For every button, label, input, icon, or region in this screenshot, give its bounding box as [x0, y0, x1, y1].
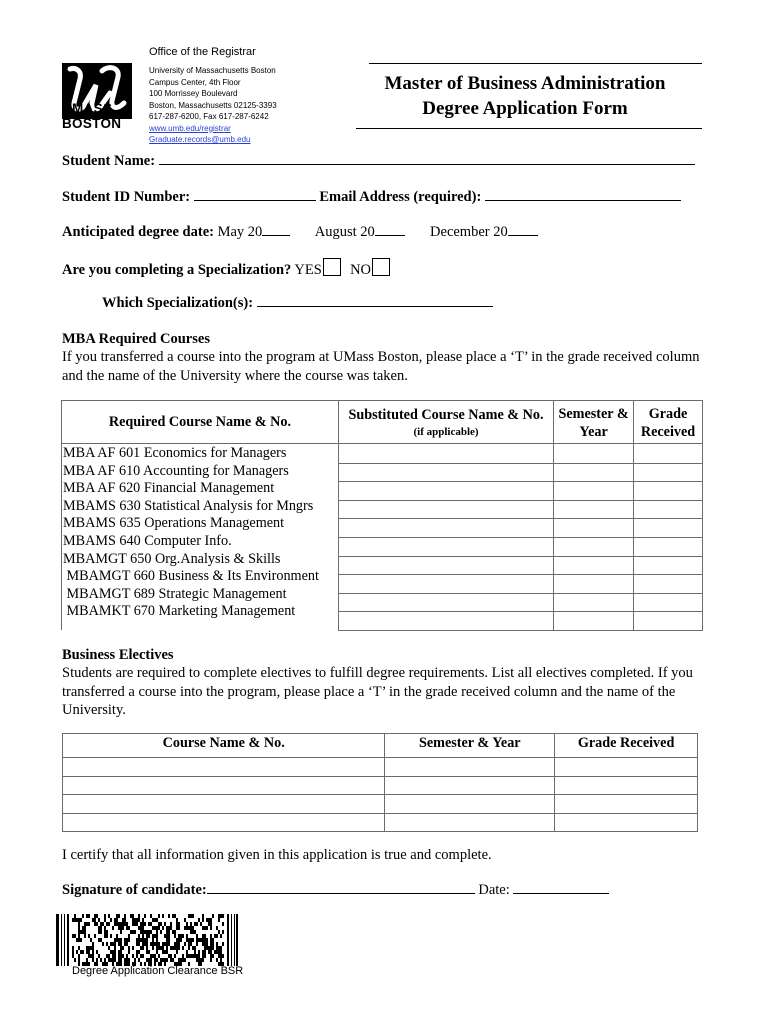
december-year-field[interactable]	[508, 223, 538, 236]
col-grade: Grade Received	[634, 401, 703, 444]
table-row: MBAMKT 670 Marketing Management	[63, 603, 296, 620]
may-year-field[interactable]	[262, 223, 290, 236]
electives-heading: Business Electives	[62, 647, 174, 663]
student-name-label: Student Name:	[62, 153, 156, 169]
table-row	[63, 813, 698, 832]
table-row: MBAMS 630 Statistical Analysis for Mngrs	[63, 497, 314, 514]
table-row: MBA AF 601 Economics for Managers	[63, 445, 287, 461]
august-year-field[interactable]	[375, 223, 405, 236]
col-elective-grade: Grade Received	[555, 734, 698, 758]
which-specialization-row	[102, 294, 493, 312]
grade-cells[interactable]	[634, 444, 703, 631]
barcode-icon	[56, 914, 238, 966]
table-row	[63, 795, 698, 814]
certify-statement: I certify that all information given in this application is true and complete.	[62, 847, 492, 863]
form-title: Master of Business Administration Degree Application Form	[384, 73, 666, 119]
title-rule-bottom	[356, 128, 702, 129]
date-field[interactable]	[513, 881, 609, 894]
table-row: MBAMGT 660 Business & Its Environment	[63, 568, 319, 585]
table-row: MBA AF 620 Financial Management	[63, 480, 275, 497]
title-rule-top	[369, 63, 702, 64]
which-specialization-label: Which Specialization(s):	[102, 295, 254, 311]
date-label: Date:	[478, 882, 510, 898]
specialization-row	[62, 258, 390, 279]
website-link[interactable]: www.umb.edu/registrar	[149, 123, 231, 133]
no-label: NO	[350, 262, 372, 278]
substituted-cells[interactable]	[338, 444, 553, 631]
barcode-caption: Degree Application Clearance BSR	[72, 965, 244, 977]
degree-option-may: May 20	[217, 224, 263, 240]
signature-label: Signature of candidate:	[62, 882, 207, 898]
col-semester: Semester & Year	[554, 401, 634, 444]
registrar-address: University of Massachusetts Boston Campus Center, 4th Floor 100 Morrissey Boulevard Boston, Massachusetts 02125-3393 617-287-6200, Fax 617-287-6242 www.umb.edu/registrar Graduate.records@umb.edu	[149, 66, 277, 144]
electives-instructions: Students are required to complete electives to fulfill degree requirements. List all electives completed. If you transferred a course into the program, please place a ‘T’ in the grade received column and the name of the University.	[62, 665, 693, 718]
table-row	[63, 776, 698, 795]
office-name: Office of the Registrar	[149, 46, 256, 58]
table-row: MBA AF 610 Accounting for Managers	[63, 462, 289, 479]
semester-cells[interactable]	[554, 444, 634, 631]
logo-wordmark: UMASS BOSTON	[62, 101, 122, 131]
col-substituted: Substituted Course Name & No. (if applicable)	[338, 401, 553, 444]
which-specialization-field[interactable]	[257, 294, 493, 307]
degree-date-label: Anticipated degree date:	[62, 224, 214, 240]
electives-table	[62, 733, 698, 832]
email-link[interactable]: Graduate.records@umb.edu	[149, 135, 251, 144]
col-substituted-note: (if applicable)	[413, 426, 479, 438]
required-heading: MBA Required Courses	[62, 331, 210, 347]
required-courses-table	[61, 400, 703, 631]
no-checkbox[interactable]	[372, 258, 390, 276]
table-row: MBAMS 640 Computer Info.	[63, 532, 232, 549]
table-row	[63, 758, 698, 777]
yes-label: YES	[294, 262, 322, 278]
student-id-label: Student ID Number:	[62, 189, 191, 205]
required-course-list	[62, 444, 339, 631]
required-instructions: If you transferred a course into the program at UMass Boston, please place a ‘T’ in the grade received column and the name of the University where the course was taken.	[62, 349, 700, 384]
degree-option-august: August 20	[314, 224, 375, 240]
student-name-row	[62, 152, 695, 170]
table-row: MBAMGT 689 Strategic Management	[63, 585, 287, 602]
yes-checkbox[interactable]	[323, 258, 341, 276]
student-name-field[interactable]	[159, 152, 695, 165]
signature-field[interactable]	[207, 881, 475, 894]
col-elective-semester: Semester & Year	[385, 734, 555, 758]
specialization-question: Are you completing a Specialization?	[62, 262, 292, 278]
degree-date-row	[62, 223, 538, 241]
email-label: Email Address (required):	[319, 189, 482, 205]
col-elective-course: Course Name & No.	[63, 734, 385, 758]
table-row: MBAMGT 650 Org.Analysis & Skills	[63, 550, 281, 567]
student-id-field[interactable]	[194, 188, 316, 201]
table-row: MBAMS 635 Operations Management	[63, 515, 285, 532]
degree-option-december: December 20	[430, 224, 508, 240]
signature-row	[62, 881, 609, 899]
col-required-course: Required Course Name & No.	[62, 401, 339, 444]
email-field[interactable]	[485, 188, 681, 201]
student-id-row	[62, 188, 681, 206]
